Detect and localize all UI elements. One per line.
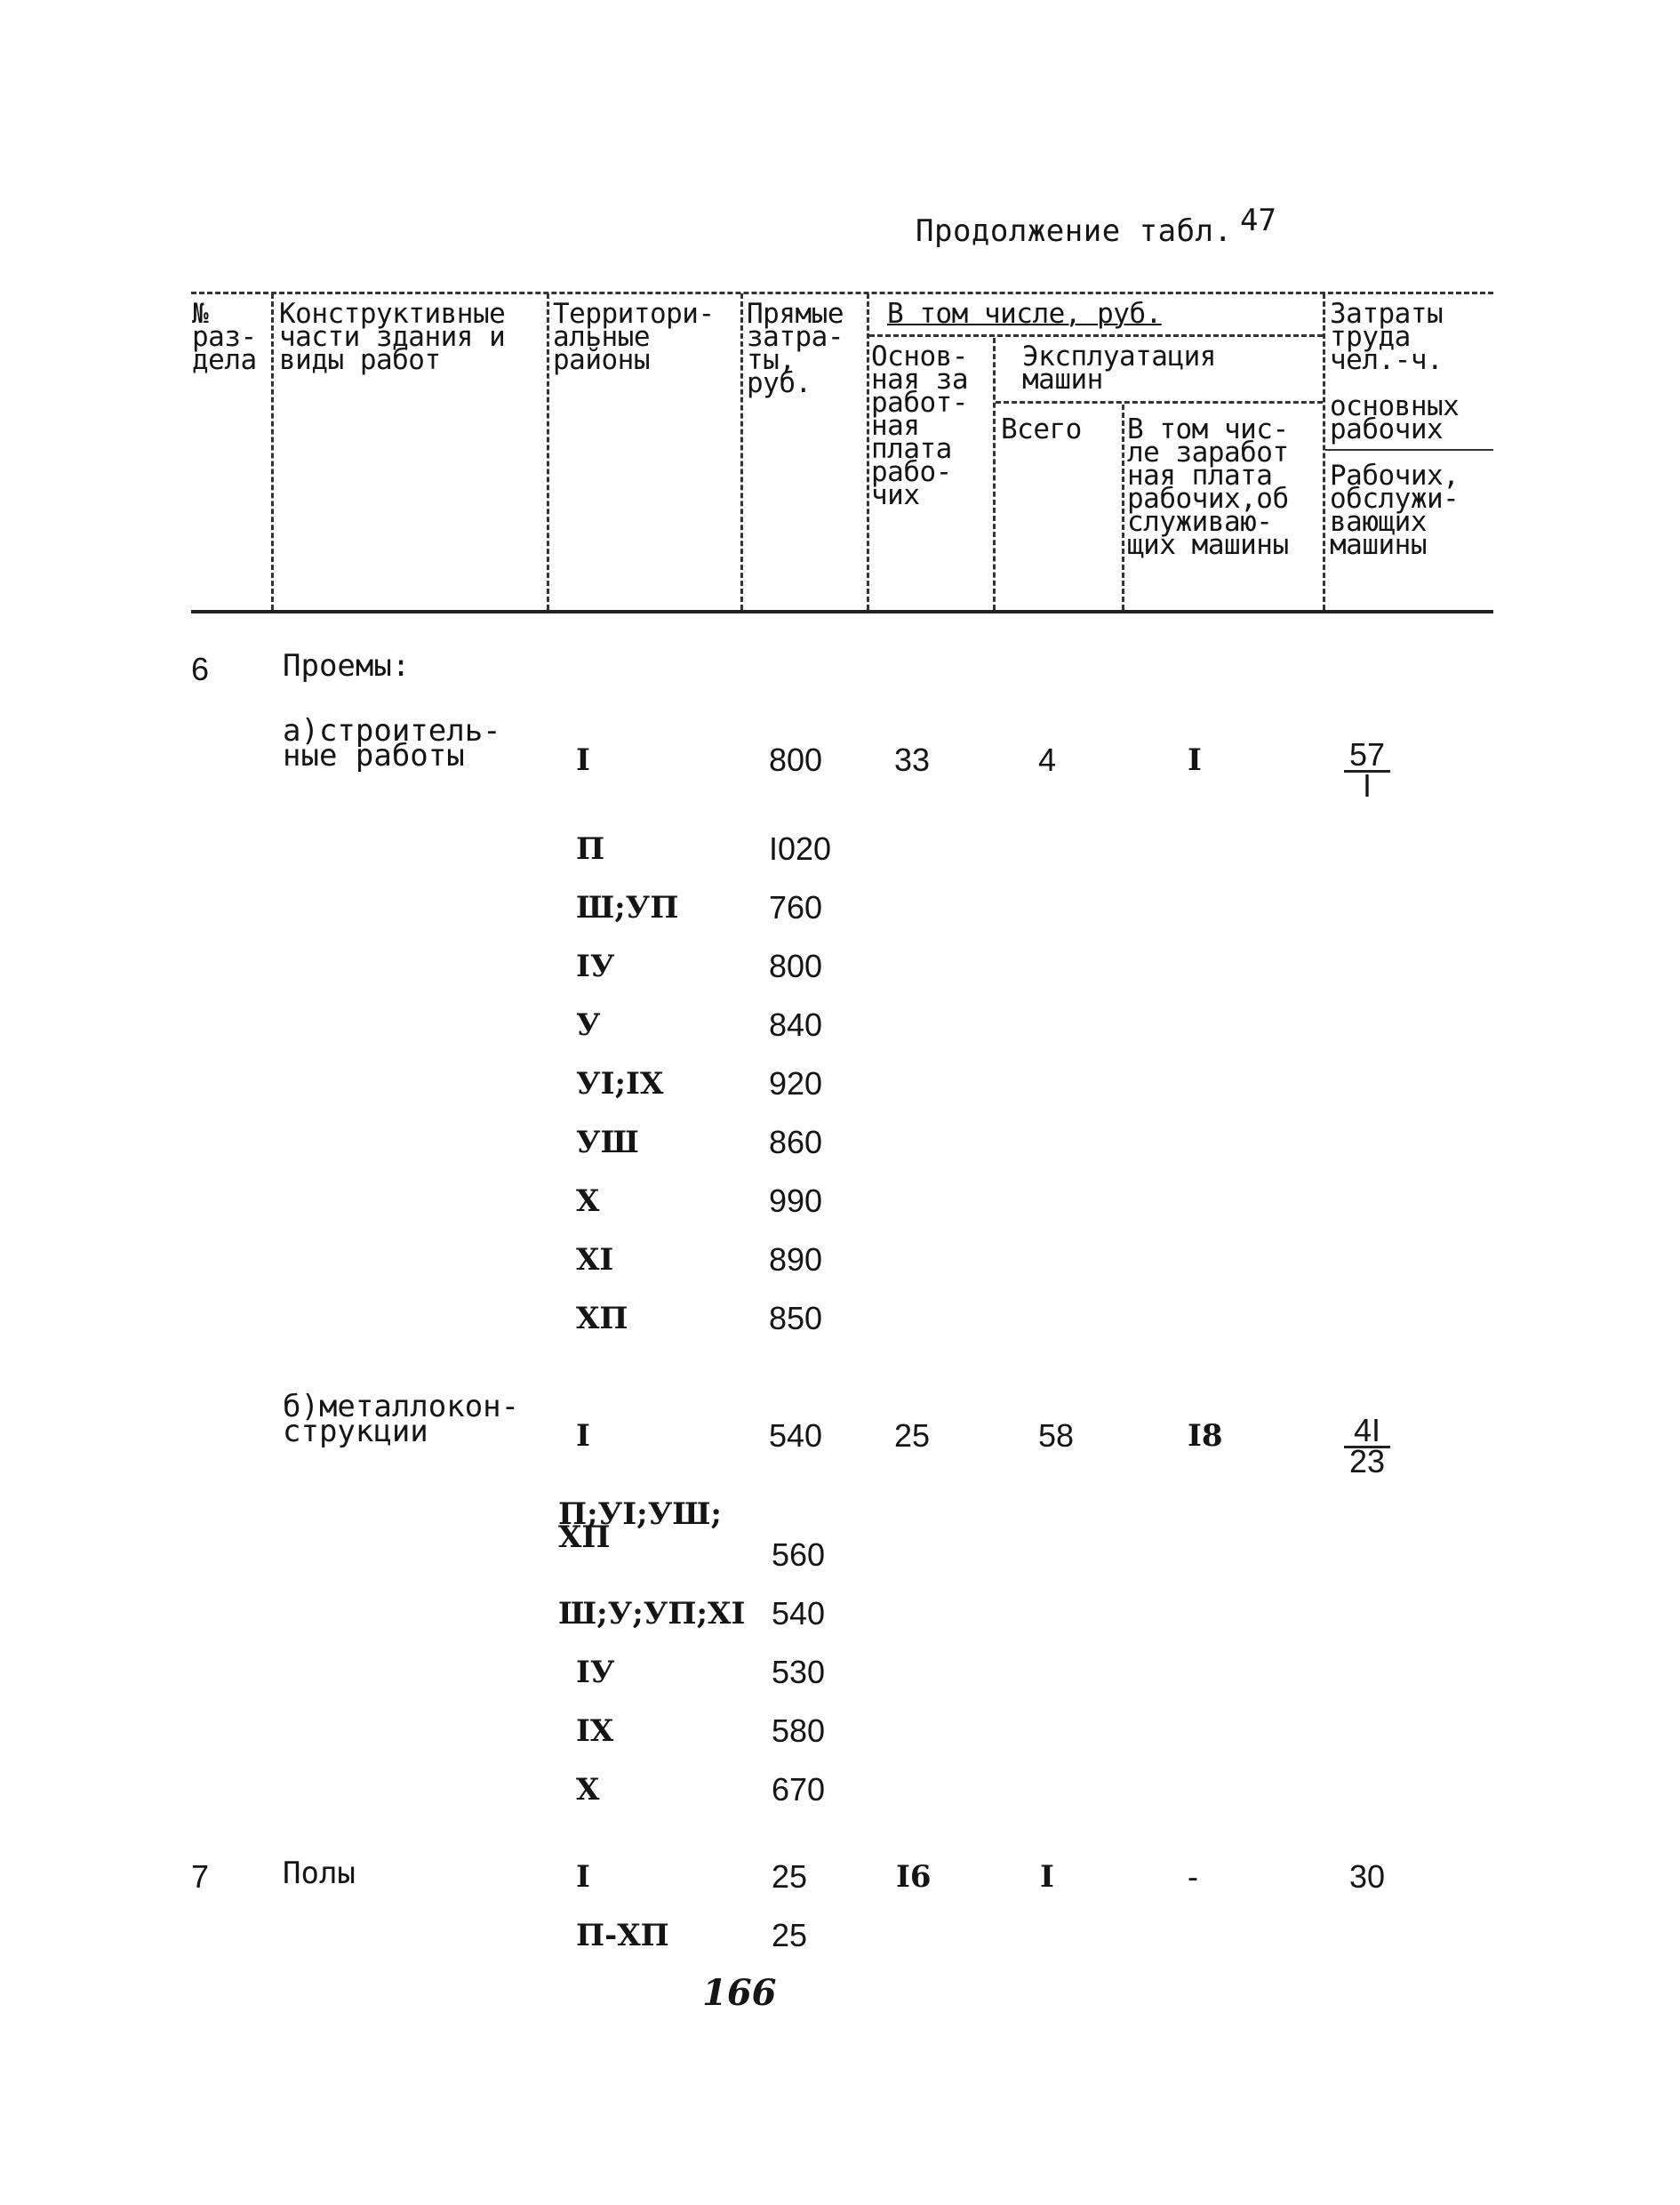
region-cell: Ш;У;УП;XI [558,1596,746,1632]
header-including: В том числе, руб. [887,298,1162,330]
caption-table-number: 47 [1240,203,1276,238]
header-machine-wages: В том чис- ле заработ ная плата рабочих,об служиваю- щих машины [1127,413,1289,561]
region-cell: XI [576,1242,614,1278]
machine-total-cell: 4 [1038,742,1057,778]
region-cell: IУ [576,949,615,984]
subsection-label: б)металлокон- струкции [283,1389,520,1449]
region-cell: У [576,1007,601,1043]
header-subrule [996,401,1323,404]
region-cell: П;УI;УШ; XП [558,1496,722,1555]
header-divider [271,293,274,610]
direct-cost-cell: 990 [769,1183,823,1219]
region-cell: Ш;УП [576,890,679,926]
labor-fraction [1344,1412,1390,1479]
header-divider [547,293,549,610]
table-caption [916,213,1233,249]
header-construction-parts: Конструктивные части здания и виды работ [279,298,506,376]
header-divider [1323,293,1325,610]
region-cell: X [576,1772,600,1808]
region-cell: П-XП [576,1918,669,1953]
direct-cost-cell: 860 [769,1124,823,1160]
section-title: Полы [283,1856,356,1891]
direct-cost-cell: 560 [772,1536,826,1573]
header-divider [867,293,869,610]
labor-main-value: 57 [1344,740,1390,773]
labor-service-value: 23 [1348,1443,1386,1479]
header-section-number: № раз- дела [192,298,257,376]
labor-main-value: 4I [1344,1415,1390,1448]
direct-cost-cell: 540 [772,1595,826,1632]
direct-cost-cell: 670 [772,1771,826,1808]
header-top-rule [191,292,1493,294]
direct-cost-cell: 760 [769,889,823,926]
basic-wage-cell: 25 [894,1417,931,1454]
labor-fraction [1344,736,1390,804]
direct-cost-cell: 800 [769,948,823,984]
caption-text: Продолжение табл. [916,213,1233,249]
machine-wage-cell: I [1188,742,1202,778]
machine-total-cell: I [1040,1859,1054,1895]
header-labor-main-workers: основных рабочих [1330,390,1460,445]
direct-cost-cell: I020 [769,830,832,867]
section-title: Проемы: [283,648,411,684]
header-territorial-regions: Территори- альные районы [553,298,715,376]
direct-cost-cell: 920 [769,1065,823,1102]
header-basic-wages: Основ- ная за работ- ная плата рабо- чих [871,341,968,511]
header-divider [740,293,743,610]
direct-cost-cell: 850 [769,1300,823,1336]
region-cell: I [576,1859,590,1895]
header-subrule [869,334,1323,337]
direct-cost-cell: 800 [769,742,823,778]
header-labor-costs: Затраты труда чел.-ч. [1330,298,1444,376]
labor-cell: 30 [1349,1858,1386,1895]
region-cell: IУ [576,1655,615,1690]
labor-service-value: I [1362,767,1372,804]
section-number: 7 [191,1858,210,1895]
machine-wage-cell: - [1188,1858,1198,1895]
header-direct-costs: Прямые затра- ты, руб. [747,298,844,399]
header-labor-machine-workers: Рабочих, обслужи- вающих машины [1330,460,1460,561]
basic-wage-cell: I6 [896,1859,932,1895]
region-cell: П [576,831,605,867]
direct-cost-cell: 25 [772,1917,808,1953]
header-divider [993,338,996,610]
region-cell: I [576,742,590,778]
direct-cost-cell: 890 [769,1241,823,1278]
direct-cost-cell: 580 [772,1712,826,1749]
subsection-label: а)строитель- ные работы [283,713,501,774]
section-number: 6 [191,651,210,687]
direct-cost-cell: 840 [769,1006,823,1043]
header-machine-operation: Эксплуатация машин [1022,341,1216,396]
header-machine-total: Всего [1001,413,1082,445]
direct-cost-cell: 25 [772,1858,808,1895]
region-cell: УI;IX [576,1066,664,1102]
machine-total-cell: 58 [1038,1417,1075,1454]
header-divider [1122,405,1124,610]
region-cell: УШ [576,1125,639,1160]
direct-cost-cell: 530 [772,1654,826,1690]
basic-wage-cell: 33 [894,742,931,778]
region-cell: I [576,1418,590,1454]
region-cell: XП [576,1301,628,1336]
region-cell: X [576,1183,600,1219]
region-cell: IX [576,1713,614,1749]
page-number: 166 [702,1972,777,2014]
header-subrule [1325,449,1493,451]
header-bottom-rule [191,610,1493,613]
machine-wage-cell: I8 [1188,1418,1223,1454]
direct-cost-cell: 540 [769,1417,823,1454]
